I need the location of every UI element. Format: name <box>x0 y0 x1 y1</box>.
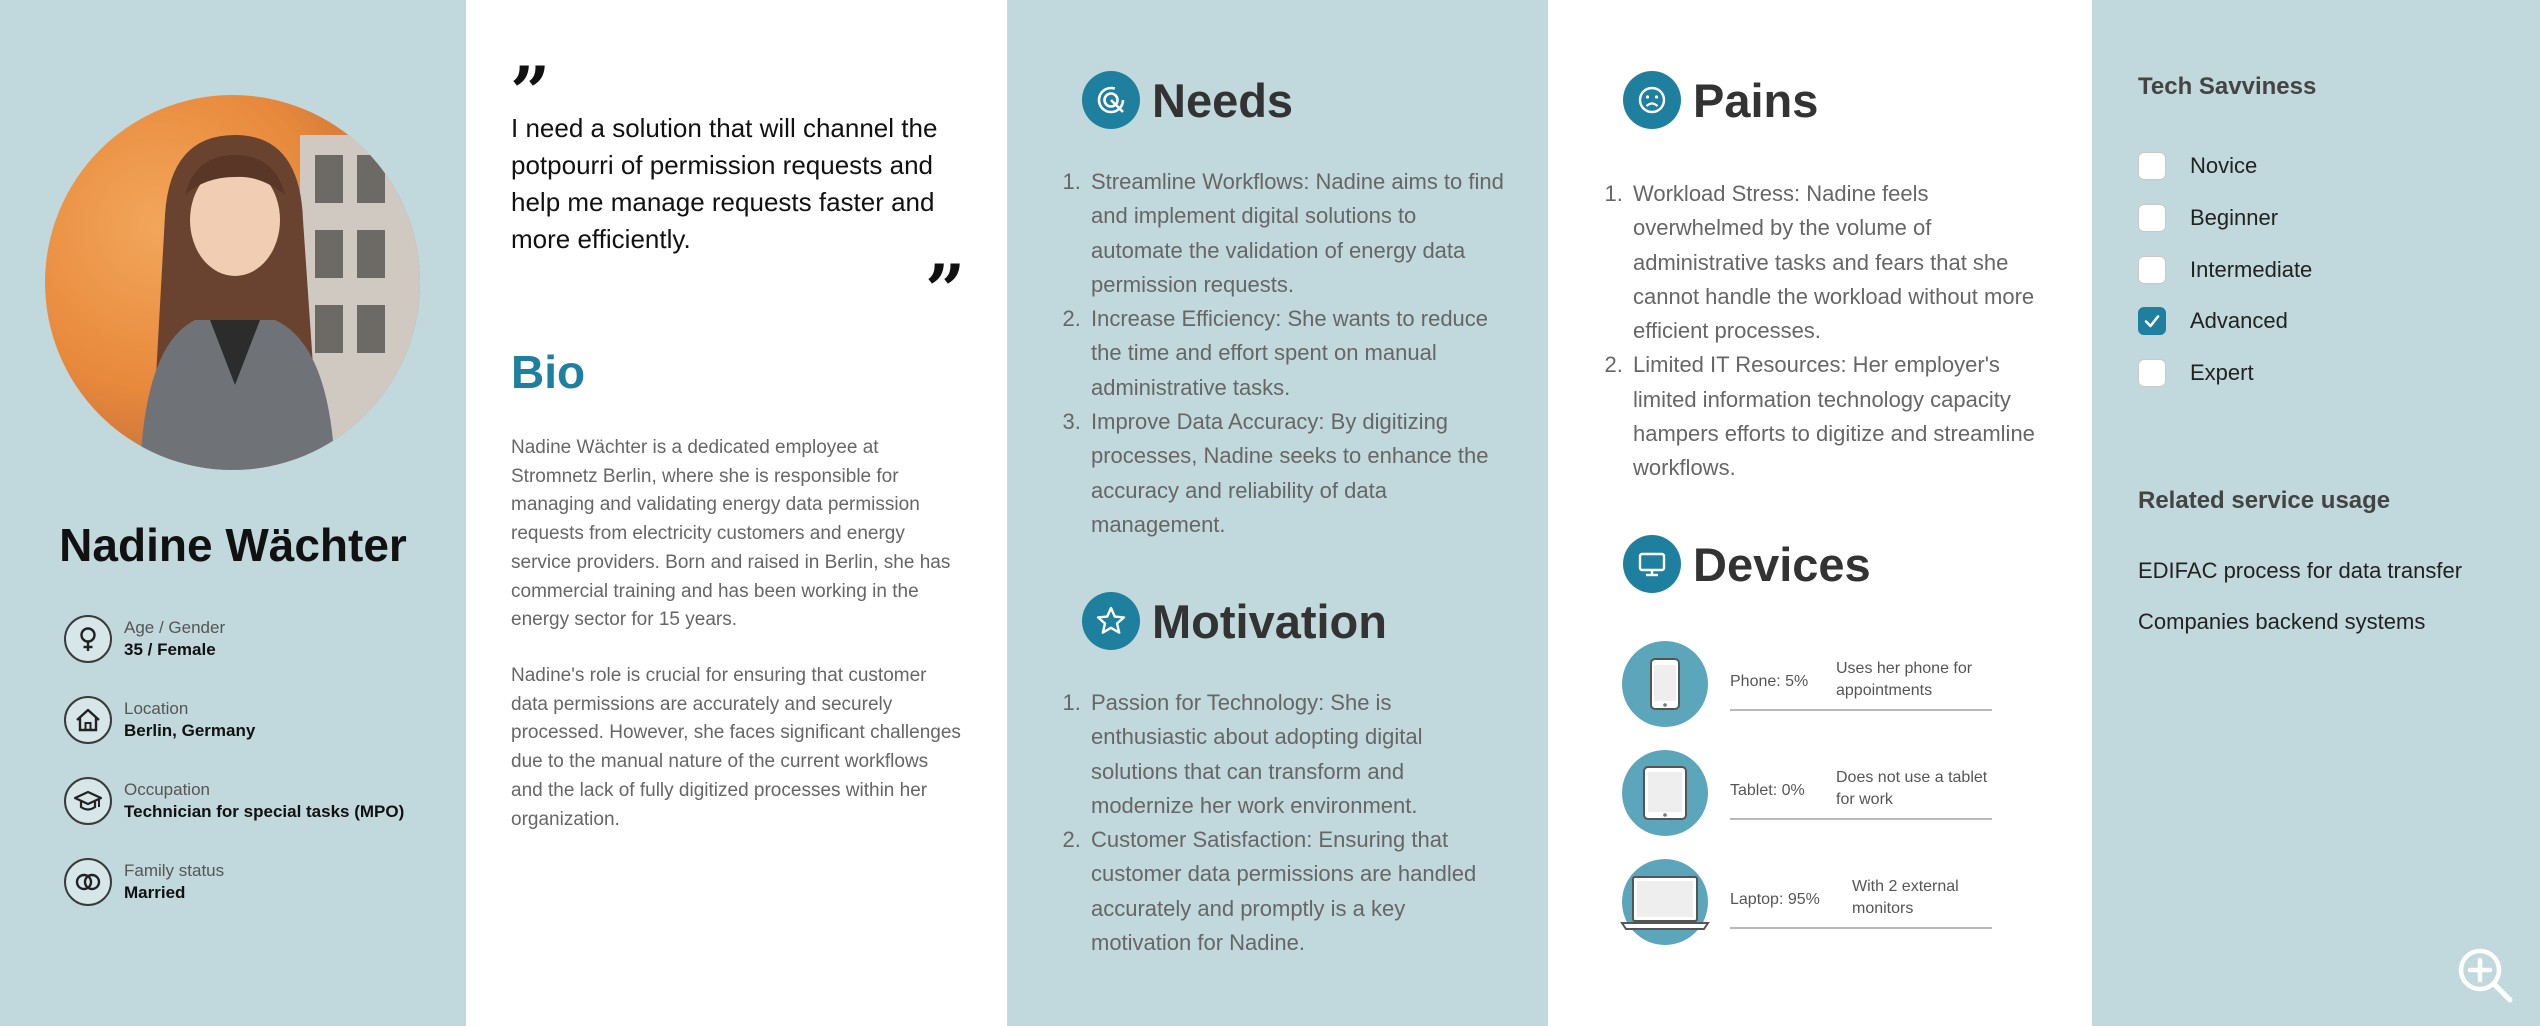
fact-location <box>64 696 255 744</box>
list-item: 3. Improve Data Accuracy: By digitizing processes, Nadine seeks to enhance the accuracy and reliability of data management. <box>1087 405 1507 542</box>
home-icon <box>64 696 112 744</box>
list-item: 2. Limited IT Resources: Her employer's limited information technology capacity hampers efforts to digitize and streamline workflows. <box>1629 348 2049 485</box>
check-icon <box>2143 312 2161 330</box>
needs-list <box>1057 165 1507 542</box>
pains-list <box>1599 177 2049 486</box>
persona-photo <box>45 95 420 470</box>
fact-value: Berlin, Germany <box>124 721 256 740</box>
devices-heading <box>1623 535 1871 593</box>
tablet-icon <box>1622 750 1708 836</box>
monitor-icon <box>1623 535 1681 593</box>
fact-age-gender <box>64 615 225 663</box>
pains-heading <box>1623 71 1818 129</box>
device-label: Phone: 5% <box>1730 673 1809 690</box>
needs-heading <box>1082 71 1293 129</box>
female-icon <box>64 615 112 663</box>
bio-paragraph: Nadine's role is crucial for ensuring that customer data permissions are accurately and securely processed. However, she faces significant challenges due to the manual nature of the current workflows and the lack of fully digitized processes within her organization. <box>511 665 961 830</box>
list-item: 1. Streamline Workflows: Nadine aims to find and implement digital solutions to automate the validation of energy data permission requests. <box>1087 165 1507 302</box>
service-item: EDIFAC process for data transfer <box>2138 558 2463 583</box>
fact-value: Married <box>124 883 186 902</box>
pains-title: Pains <box>1693 73 1819 127</box>
device-label: Laptop: 95% <box>1730 891 1820 908</box>
option-label: Intermediate <box>2190 257 2313 282</box>
quote-open-icon: ” <box>510 51 551 134</box>
service-item: Companies backend systems <box>2138 609 2426 634</box>
device-tablet <box>1622 750 1988 836</box>
fact-label: Occupation <box>124 780 210 799</box>
device-info <box>1730 873 1992 929</box>
list-item: 1. Passion for Technology: She is enthusiastic about adopting digital solutions that can transform and modernize her work environment. <box>1087 686 1507 823</box>
device-info <box>1730 764 1992 820</box>
option-label: Beginner <box>2190 205 2279 230</box>
fact-occupation <box>64 777 404 825</box>
graduation-cap-icon <box>64 777 112 825</box>
phone-icon <box>1622 641 1708 727</box>
device-laptop <box>1622 859 1959 945</box>
rings-icon <box>64 858 112 906</box>
target-icon <box>1082 71 1140 129</box>
laptop-icon <box>1622 859 1708 945</box>
tech-option-novice[interactable] <box>2138 152 2257 180</box>
tech-option-advanced[interactable] <box>2138 307 2288 335</box>
tech-option-intermediate[interactable] <box>2138 256 2312 284</box>
tech-option-expert[interactable] <box>2138 359 2254 387</box>
list-item: 2. Increase Efficiency: She wants to reduce the time and effort spent on manual administrative tasks. <box>1087 302 1507 405</box>
device-desc: Uses her phone for appointments <box>1836 660 1973 699</box>
device-phone <box>1622 641 1973 727</box>
list-item: 1. Workload Stress: Nadine feels overwhelmed by the volume of administrative tasks and fears that she cannot handle the workload without more efficient processes. <box>1629 177 2049 348</box>
option-label: Novice <box>2190 153 2258 178</box>
fact-label: Age / Gender <box>124 618 226 637</box>
fact-label: Family status <box>124 861 225 880</box>
persona-name: Nadine Wächter <box>59 519 407 571</box>
list-item: 2. Customer Satisfaction: Ensuring that customer data permissions are handled accurately and promptly is a key motivation for Nadine. <box>1087 823 1507 960</box>
motivation-title: Motivation <box>1152 594 1387 648</box>
checkbox-checked[interactable] <box>2138 307 2166 335</box>
related-service-title: Related service usage <box>2138 487 2391 514</box>
bio-paragraph: Nadine Wächter is a dedicated employee at Stromnetz Berlin, where she is responsible for managing and validating energy data permission requests from electricity customers and energy service providers. Born and raised in Berlin, she has commercial training and has been working in the energy sector for 15 years. <box>511 437 951 631</box>
motivation-heading <box>1082 592 1387 650</box>
fact-label: Location <box>124 699 189 718</box>
needs-title: Needs <box>1152 73 1294 127</box>
tech-option-beginner[interactable] <box>2138 204 2278 232</box>
sad-face-icon <box>1623 71 1681 129</box>
device-info <box>1730 655 1992 711</box>
checkbox[interactable] <box>2138 359 2166 387</box>
persona-quote: I need a solution that will channel the potpourri of permission requests and help me manage requests faster and more efficiently. <box>511 113 938 254</box>
option-label: Expert <box>2190 360 2254 385</box>
device-label: Tablet: 0% <box>1730 782 1805 799</box>
fact-value: Technician for special tasks (MPO) <box>124 802 405 821</box>
device-desc: Does not use a tablet for work <box>1836 769 1988 808</box>
star-icon <box>1082 592 1140 650</box>
device-desc: With 2 external monitors <box>1852 878 1959 917</box>
checkbox[interactable] <box>2138 204 2166 232</box>
motivation-list <box>1057 686 1507 960</box>
checkbox[interactable] <box>2138 152 2166 180</box>
zoom-in-icon[interactable] <box>2455 945 2515 1005</box>
devices-title: Devices <box>1693 537 1871 591</box>
option-label: Advanced <box>2190 308 2288 333</box>
fact-family-status <box>64 858 224 906</box>
checkbox[interactable] <box>2138 256 2166 284</box>
bio-title: Bio <box>511 346 586 398</box>
quote-close-icon: ” <box>925 249 966 332</box>
fact-value: 35 / Female <box>124 640 216 659</box>
tech-savviness-title: Tech Savviness <box>2138 73 2317 100</box>
